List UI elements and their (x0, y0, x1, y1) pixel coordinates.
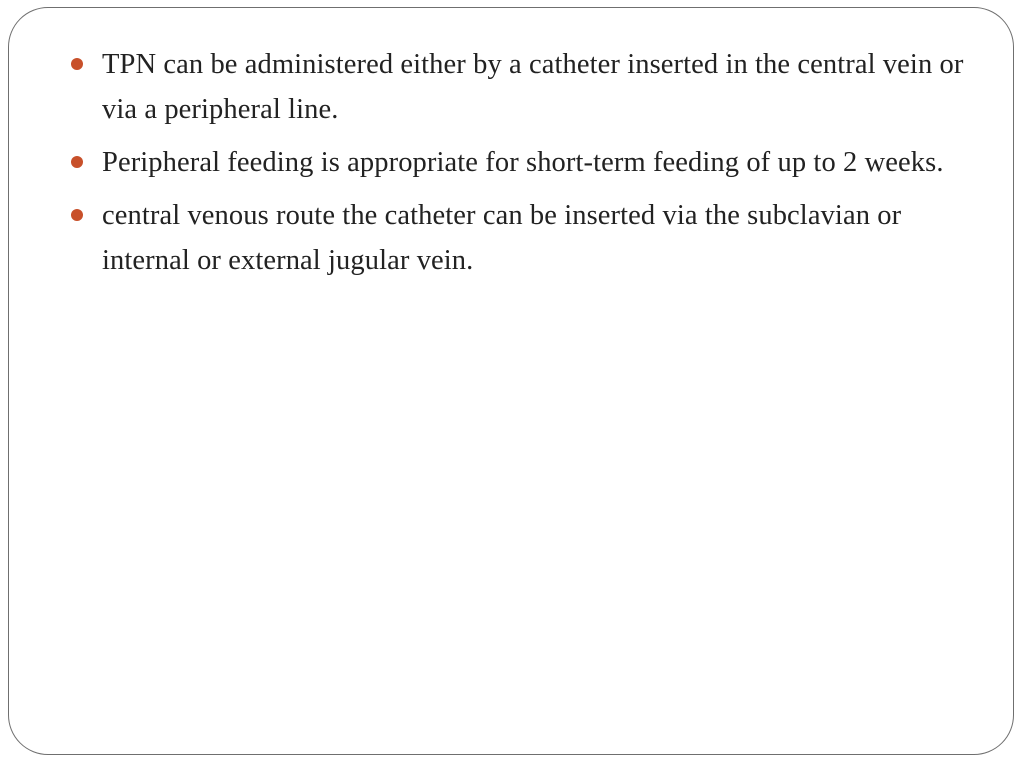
bullet-item-1 (71, 42, 971, 132)
bullet-dot-icon (71, 209, 83, 221)
bullet-item-3 (71, 193, 971, 283)
bullet-dot-icon (71, 156, 83, 168)
bullet-text: Peripheral feeding is appropriate for short-term feeding of up to 2 weeks. (102, 147, 944, 178)
bullet-text: central venous route the catheter can be inserted via the subclavian or internal or external jugular vein. (102, 200, 902, 276)
bullet-item-2 (71, 140, 971, 185)
slide-frame (8, 7, 1014, 755)
bullet-list (71, 42, 971, 291)
bullet-dot-icon (71, 58, 83, 70)
bullet-text: TPN can be administered either by a catheter inserted in the central vein or via a peripheral line. (102, 49, 964, 125)
